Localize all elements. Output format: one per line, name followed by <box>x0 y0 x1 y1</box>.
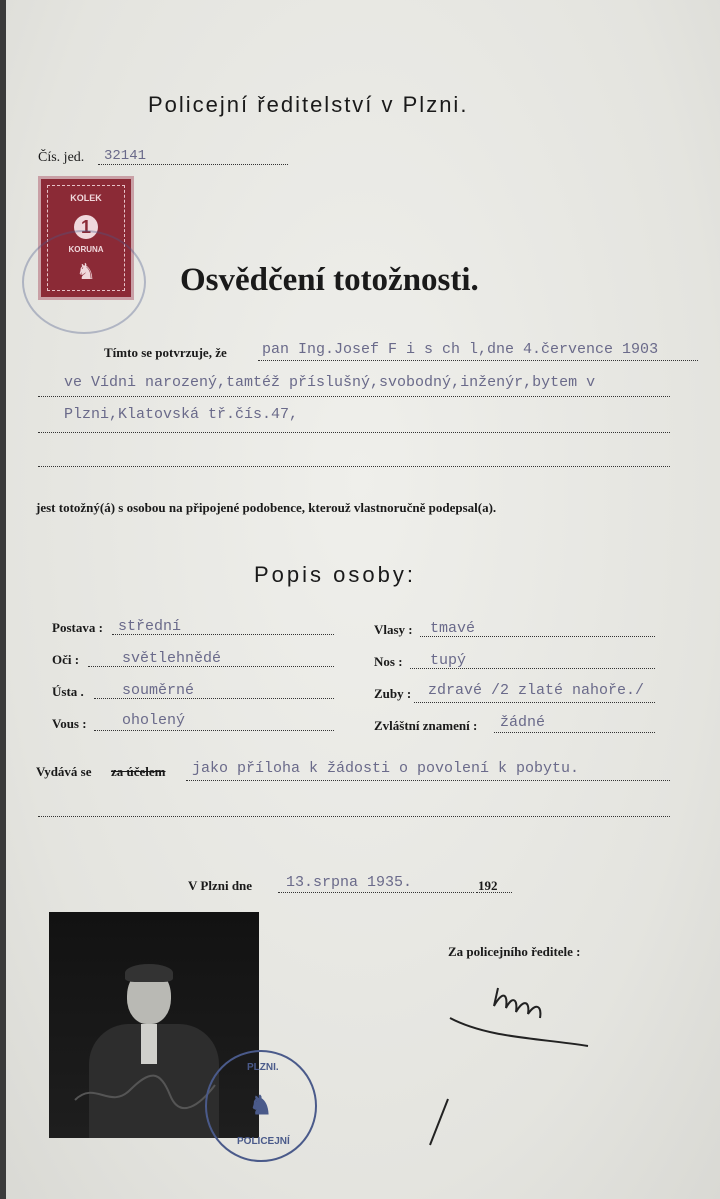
certify-line-1: pan Ing.Josef F i s ch l,dne 4.července 1903 <box>262 341 659 358</box>
hair-rule <box>420 636 655 637</box>
mouth-label: Ústa . <box>52 684 84 699</box>
nose-value: tupý <box>430 652 467 669</box>
build-value: střední <box>118 618 182 635</box>
date-rule <box>278 892 474 893</box>
authority-heading: Policejní ředitelství v Plzni. <box>148 92 469 117</box>
teeth-label: Zuby : <box>374 686 412 701</box>
lion-emblem-icon: ♞ <box>76 259 96 284</box>
signatory-label: Za policejního ředitele : <box>448 944 581 959</box>
teeth-rule <box>414 702 655 703</box>
marks-value: žádné <box>500 714 546 731</box>
purpose-rule <box>186 780 670 781</box>
portrait-signature <box>70 1060 220 1120</box>
mouth-value: souměrné <box>122 682 195 699</box>
hair-value: tmavé <box>430 620 476 637</box>
identity-statement: jest totožný(á) s osobou na připojené podobence, kterouž vlastnoručně podepsal(a). <box>36 500 497 515</box>
mouth-rule <box>94 698 334 699</box>
purpose-label: Vydává se <box>36 764 92 779</box>
beard-rule <box>94 730 334 731</box>
marks-rule <box>494 732 655 733</box>
stamp-text-bottom: KORUNA <box>68 245 104 254</box>
portrait-shirt <box>141 1024 157 1064</box>
reference-number: 32141 <box>104 148 147 164</box>
portrait-hair <box>125 964 173 982</box>
stamp-cancellation-seal <box>22 230 146 334</box>
certify-line-2: ve Vídni narozený,tamtéž příslušný,svobodný,inženýr,bytem v <box>64 374 596 391</box>
stamp-value: 1 <box>74 215 98 239</box>
initial-mark <box>420 1095 460 1150</box>
page-edge-shadow <box>0 0 6 1199</box>
purpose-value: jako příloha k žádosti o povolení k pobytu. <box>192 760 580 777</box>
reference-line <box>98 164 288 165</box>
police-seal <box>205 1050 317 1162</box>
build-label: Postava : <box>52 620 103 635</box>
date-label: V Plzni dne <box>188 878 253 893</box>
director-signature <box>448 968 598 1053</box>
hair-label: Vlasy : <box>374 622 413 637</box>
eyes-value: světlehnědé <box>122 650 222 667</box>
build-rule <box>112 634 334 635</box>
seal-text-bottom: POLICEJNÍ <box>237 1136 290 1147</box>
teeth-value: zdravé /2 zlaté nahoře./ <box>428 682 645 699</box>
marks-label: Zvláštní znamení : <box>374 718 478 733</box>
beard-label: Vous : <box>52 716 87 731</box>
purpose-struck-text: za účelem <box>111 764 166 779</box>
purpose-rule-2 <box>38 816 670 817</box>
year-rule <box>476 892 512 893</box>
seal-lion-icon: ♞ <box>249 1090 273 1120</box>
seal-text-top: PLZNI. <box>247 1062 279 1073</box>
description-heading: Popis osoby: <box>254 562 416 587</box>
date-value: 13.srpna 1935. <box>286 874 413 891</box>
document-title: Osvědčení totožnosti. <box>180 262 479 298</box>
beard-value: oholený <box>122 712 186 729</box>
certify-line-4-rule <box>38 466 670 467</box>
certify-line-3-rule <box>38 432 670 433</box>
eyes-rule <box>88 666 334 667</box>
reference-label: Čís. jed. <box>38 150 85 165</box>
certify-line-1-rule <box>258 360 698 361</box>
certify-label: Tímto se potvrzuje, že <box>104 345 227 360</box>
eyes-label: Oči : <box>52 652 80 667</box>
certify-line-2-rule <box>38 396 670 397</box>
nose-label: Nos : <box>374 654 403 669</box>
certify-line-3: Plzni,Klatovská tř.čís.47, <box>64 406 299 423</box>
year-prefix: 192 <box>478 878 498 893</box>
stamp-text-top: KOLEK <box>70 193 102 203</box>
nose-rule <box>410 668 655 669</box>
